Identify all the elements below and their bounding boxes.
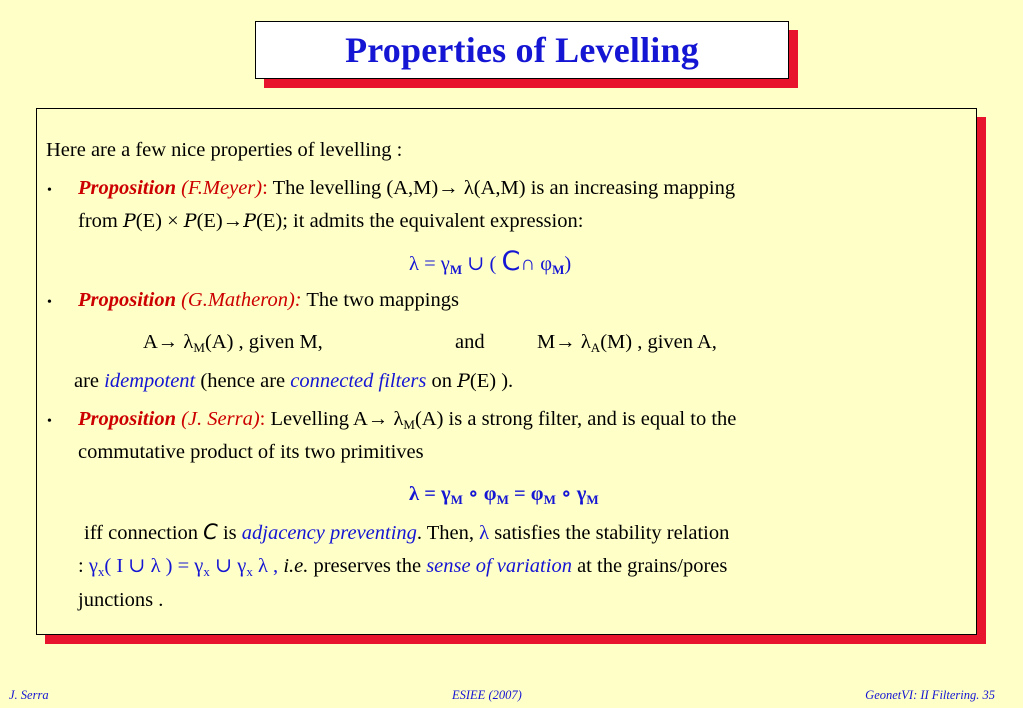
mapping-and: [455, 330, 485, 354]
footer-venue: ESIEE (2007): [452, 688, 522, 702]
idempotent-line: [74, 369, 513, 393]
junctions-line: [78, 588, 163, 612]
prop2-author: (G.Matheron):: [175, 289, 302, 311]
bullet-1: •: [47, 183, 52, 198]
powerset-symbol: P: [183, 210, 197, 232]
prop2-label: Proposition: [78, 289, 176, 311]
prop3-author: (J. Serra): [175, 408, 260, 430]
footer-author: J. Serra: [9, 688, 49, 702]
idem-part: on: [426, 370, 458, 392]
formula2-sub: M: [496, 492, 509, 507]
prop1-line1: [78, 176, 735, 200]
prop1-from: from: [78, 210, 123, 232]
mapping2-part: (M) , given A,: [600, 331, 717, 353]
lambda-symbol: λ: [479, 522, 490, 544]
iff-part: . Then,: [416, 522, 480, 544]
mapping2-sub: A: [590, 340, 601, 355]
mapping1-part: A→ λ: [143, 331, 194, 353]
stab-part: ( I ∪ λ ) = γ: [104, 555, 204, 577]
stab-part: :: [78, 555, 89, 577]
formula1-part: ∪ (: [462, 253, 502, 275]
connection-symbol: C: [203, 520, 218, 544]
formula2-part: ∘ φ: [462, 483, 497, 505]
formula2-sub: M: [543, 492, 556, 507]
prop3-text: (A) is a strong filter, and is equal to the: [414, 408, 737, 430]
mapping2-part: M→ λ: [537, 331, 591, 353]
stab-part: γ: [88, 555, 98, 577]
formula2-sub: M: [586, 492, 599, 507]
sense-of-variation-term: sense of variation: [426, 555, 572, 577]
mapping-1: [143, 330, 323, 354]
intro-text: Here are a few nice properties of levelling :: [46, 139, 403, 161]
formula1-part: ∩ φ: [520, 253, 553, 275]
formula2-sub: M: [450, 492, 463, 507]
idem-part: (hence are: [195, 370, 291, 392]
bullet-3: •: [47, 414, 52, 429]
prop1-e1: (E) ×: [135, 210, 184, 232]
prop1-author: (F.Meyer): [175, 177, 263, 199]
stab-part: λ ,: [252, 555, 279, 577]
idem-part: (E) ).: [469, 370, 514, 392]
formula1-part: ): [564, 253, 572, 275]
adjacency-term: adjacency preventing: [241, 522, 417, 544]
stab-part: preserves the: [308, 555, 427, 577]
powerset-symbol: P: [457, 370, 470, 392]
bullet-2: •: [47, 295, 52, 310]
prop1-e3: (E); it admits the equivalent expression:: [256, 210, 584, 232]
formula1-sub: M: [449, 262, 463, 277]
iff-line: [84, 520, 729, 545]
formula2-part: = φ: [508, 483, 544, 505]
prop1-e2: (E)→: [196, 210, 244, 232]
intro-line: [46, 138, 402, 162]
prop3-text: Levelling A→ λ: [265, 408, 404, 430]
formula-1: [409, 246, 572, 277]
stab-sub: x: [203, 564, 210, 579]
stab-sub: x: [97, 564, 105, 579]
prop2-line1: [78, 288, 459, 312]
formula1-sub: M: [552, 262, 565, 277]
and-text: and: [455, 331, 485, 353]
stability-line: [78, 554, 727, 578]
formula-2: [409, 482, 599, 506]
prop2-text: The two mappings: [301, 289, 459, 311]
complement-symbol: C: [501, 246, 521, 277]
prop3-line2: [78, 440, 424, 464]
mapping1-sub: M: [193, 340, 205, 355]
prop1-label: Proposition: [78, 177, 176, 199]
idem-part: are: [74, 370, 105, 392]
prop1-colon: :: [262, 177, 268, 199]
footer-page: GeonetVI: II Filtering. 35: [865, 688, 995, 702]
mapping-2: [537, 330, 717, 354]
connected-filters-term: connected filters: [290, 370, 427, 392]
ie-text: i.e.: [278, 555, 309, 577]
prop1-text: The levelling (A,M)→ λ(A,M) is an increasing mapping: [267, 177, 736, 199]
prop3-line1: [78, 407, 736, 431]
prop3-label: Proposition: [78, 408, 176, 430]
formula1-part: λ = γ: [409, 253, 450, 275]
title-box: [255, 21, 789, 79]
powerset-symbol: P: [243, 210, 257, 232]
iff-part: is: [217, 522, 242, 544]
formula2-part: ∘ γ: [555, 483, 587, 505]
junctions-text: junctions .: [78, 589, 164, 611]
slide-title: Properties of Levelling: [345, 30, 699, 70]
prop1-line2: [78, 209, 583, 233]
iff-part: satisfies the stability relation: [489, 522, 730, 544]
prop3-colon: :: [259, 408, 266, 430]
iff-part: iff connection: [84, 522, 204, 544]
stab-sub: x: [246, 564, 253, 579]
stab-part: ∪ γ: [209, 555, 247, 577]
formula2-part: λ = γ: [409, 483, 451, 505]
idempotent-term: idempotent: [104, 370, 196, 392]
stab-part: at the grains/pores: [571, 555, 728, 577]
mapping1-part: (A) , given M,: [204, 331, 323, 353]
prop3-sub: M: [403, 417, 415, 432]
powerset-symbol: P: [122, 210, 136, 232]
prop3-line2-text: commutative product of its two primitives: [78, 441, 424, 463]
content-panel: [36, 108, 977, 635]
